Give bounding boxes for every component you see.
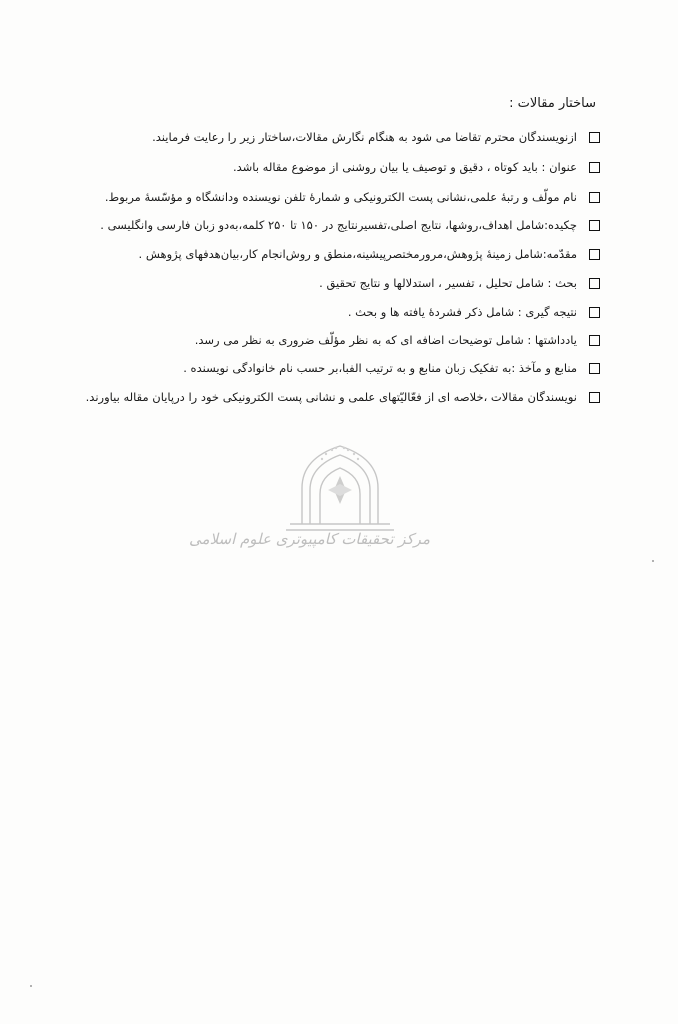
list-item	[139, 245, 600, 263]
section-heading: ساختار مقالات :	[509, 96, 596, 111]
list-item	[100, 216, 600, 234]
scan-speck	[30, 985, 32, 987]
list-item-text: نام مولّف و رتبهٔ علمی،نشانی پست الکترونیکی و شمارهٔ تلفن نویسنده ودانشگاه و مؤسّسهٔ مربوط.	[104, 190, 577, 204]
list-item	[348, 303, 600, 321]
checkbox-icon	[589, 278, 600, 289]
list-item	[81, 388, 600, 410]
checkbox-icon	[589, 249, 600, 260]
checkbox-icon	[589, 307, 600, 318]
list-item-text: منابع و مآخذ :به تفکیک زبان منابع و به ترتیب الفبا،بر حسب نام خانوادگی نویسنده .	[183, 361, 577, 375]
list-item	[233, 158, 600, 176]
list-item-text: ازنویسندگان محترم تقاضا می شود به هنگام نگارش مقالات،ساختار زیر را رعایت فرمایند.	[152, 130, 577, 144]
checkbox-icon	[589, 363, 600, 374]
list-item-text: مقدّمه:شامل زمینهٔ پژوهش،مرورمختصرپیشینه،منطق و روش‌انجام کار،بیان‌هدفهای پژوهش .	[138, 247, 577, 261]
list-item	[183, 359, 600, 377]
checkbox-icon	[589, 162, 600, 173]
checkbox-icon	[589, 335, 600, 346]
list-item-text: نویسندگان مقالات ،خلاصه ای از فعّالیّتهای علمی و نشانی پست الکترونیکی خود را درپایان مقاله بیاورند.	[85, 390, 577, 404]
institute-logo-icon	[250, 438, 430, 538]
checkbox-icon	[589, 132, 600, 143]
scan-speck	[652, 560, 654, 562]
list-item	[152, 128, 600, 146]
list-item-text: نتیجه گیری : شامل ذکر فشردهٔ یافته ها و بحث .	[347, 305, 577, 319]
list-item-text: یادداشتها : شامل توضیحات اضافه ای که به نظر مؤلّف ضروری به نظر می رسد.	[194, 333, 577, 347]
list-item	[105, 188, 600, 206]
checkbox-icon	[589, 192, 600, 203]
checkbox-icon	[589, 392, 600, 403]
list-item	[195, 331, 600, 349]
list-item-text: بحث : شامل تحلیل ، تفسیر ، استدلالها و نتایج تحقیق .	[319, 276, 577, 290]
watermark-caption: مرکز تحقیقات کامپیوتری علوم اسلامی	[189, 530, 430, 548]
list-item	[319, 274, 600, 292]
list-item-text: چکیده:شامل اهداف،روشها، نتایج اصلی،تفسیرنتایج در ۱۵۰ تا ۲۵۰ کلمه،به‌دو زبان فارسی وانگلیسی .	[100, 218, 577, 232]
checkbox-icon	[589, 220, 600, 231]
institute-watermark	[189, 438, 430, 568]
list-item-text: عنوان : باید کوتاه ، دقیق و توصیف یا بیان روشنی از موضوع مقاله باشد.	[232, 160, 577, 174]
